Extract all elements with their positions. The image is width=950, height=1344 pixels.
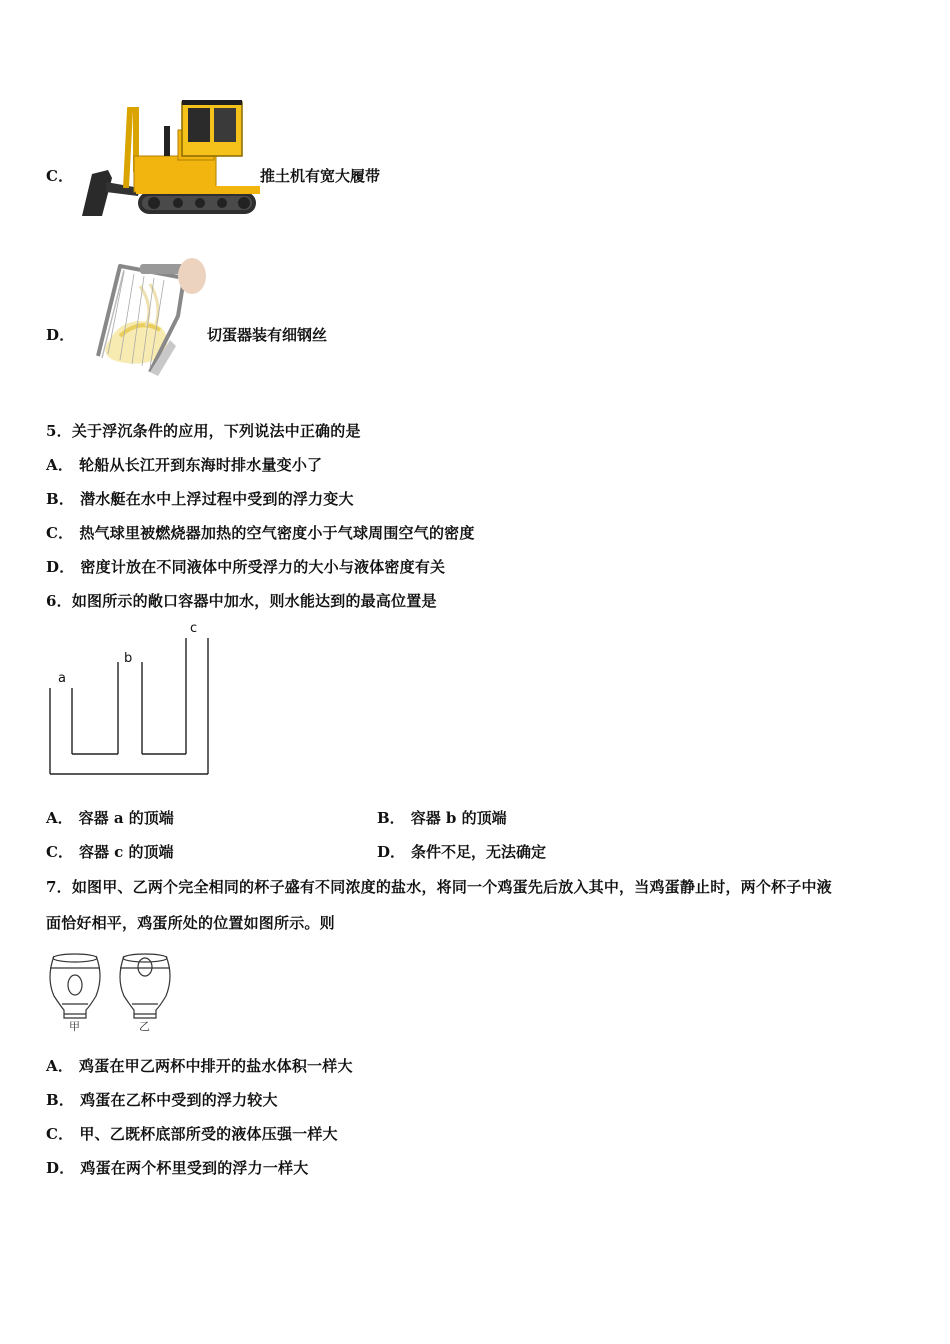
q5-option-b: B． 潜水艇在水中上浮过程中受到的浮力变大	[46, 490, 354, 508]
q5-option-d: D． 密度计放在不同液体中所受浮力的大小与液体密度有关	[46, 558, 446, 576]
q7-stem-line1: 7．如图甲、乙两个完全相同的杯子盛有不同浓度的盐水，将同一个鸡蛋先后放入其中，当鸡蛋静止时，两个杯子中液	[46, 878, 832, 896]
q4-option-c-label: C．	[46, 167, 74, 185]
q7-option-a: A． 鸡蛋在甲乙两杯中排开的盐水体积一样大	[46, 1057, 353, 1075]
q6-option-c: C． 容器 c 的顶端	[46, 843, 174, 861]
q5-option-a: A． 轮船从长江开到东海时排水量变小了	[46, 456, 323, 474]
q7-label-yi: 乙	[139, 1020, 150, 1033]
q7-cups-diagram	[44, 948, 178, 1034]
q5-option-c: C． 热气球里被燃烧器加热的空气密度小于气球周围空气的密度	[46, 524, 475, 542]
q5-stem: 5．关于浮沉条件的应用，下列说法中正确的是	[46, 422, 361, 440]
q6-option-a: A． 容器 a 的顶端	[46, 809, 174, 827]
q6-label-c: c	[190, 621, 198, 636]
q4-option-d-caption: 切蛋器装有细钢丝	[207, 326, 328, 344]
q7-option-c: C． 甲、乙既杯底部所受的液体压强一样大	[46, 1125, 338, 1143]
q7-stem-line2: 面恰好相平，鸡蛋所处的位置如图所示。则	[46, 914, 335, 932]
q6-container-diagram	[44, 618, 216, 780]
q4-option-d-label: D．	[46, 326, 75, 344]
q6-label-a: a	[58, 671, 66, 686]
q7-label-jia: 甲	[69, 1020, 80, 1033]
bulldozer-icon	[78, 100, 260, 222]
q6-option-b: B． 容器 b 的顶端	[377, 809, 507, 827]
q6-option-d: D． 条件不足，无法确定	[377, 843, 547, 861]
q7-option-b: B． 鸡蛋在乙杯中受到的浮力较大	[46, 1091, 278, 1109]
egg-slicer-icon	[80, 256, 208, 380]
q7-option-d: D． 鸡蛋在两个杯里受到的浮力一样大	[46, 1159, 309, 1177]
q6-label-b: b	[124, 651, 133, 666]
q4-option-c-caption: 推土机有宽大履带	[260, 167, 381, 185]
q6-stem: 6．如图所示的敞口容器中加水，则水能达到的最高位置是	[46, 592, 437, 610]
